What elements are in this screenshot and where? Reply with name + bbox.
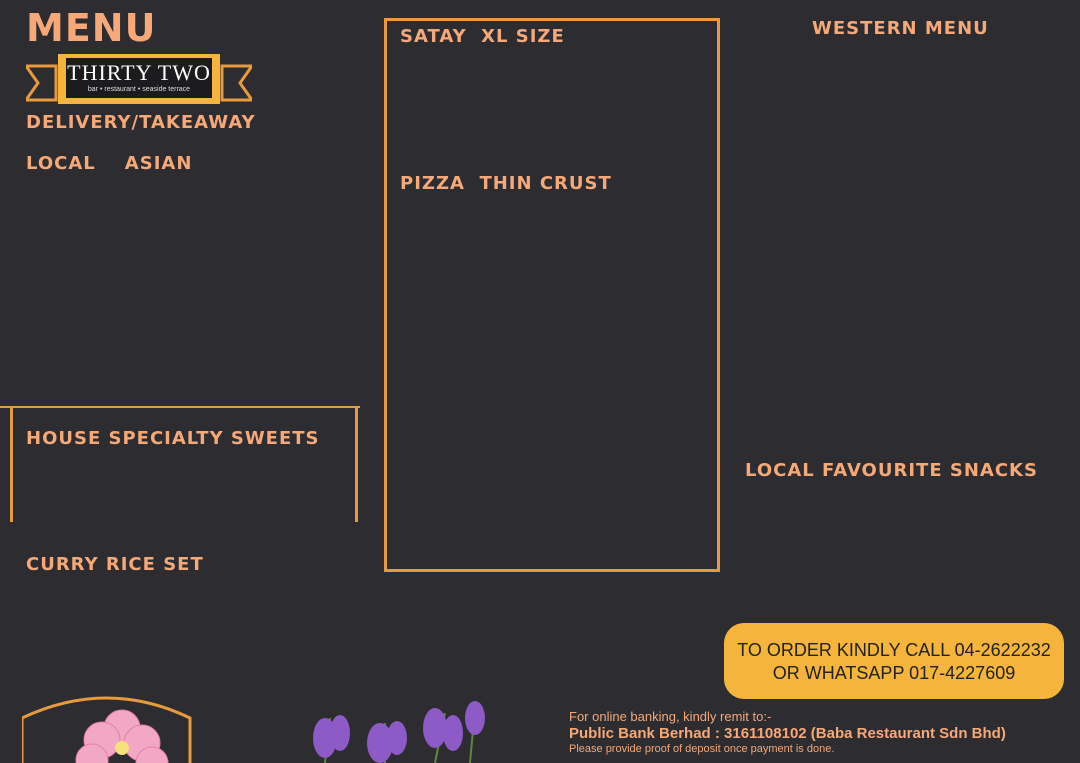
- curry-heading: CURRY RICE SET: [26, 554, 204, 575]
- western-heading: WESTERN MENU: [812, 18, 989, 39]
- order-line-1: TO ORDER KINDLY CALL 04-2622232: [737, 640, 1051, 660]
- logo-box: [66, 58, 212, 98]
- order-box: [724, 623, 1064, 699]
- order-line-2: OR WHATSAPP 017-4227609: [772, 663, 1016, 683]
- sweets-frame: [10, 406, 358, 522]
- banking-line-1: For online banking, kindly remit to:-: [569, 709, 772, 724]
- logo-name: THIRTY TWO: [67, 60, 211, 85]
- menu-title: MENU: [26, 6, 157, 50]
- center-frame: [384, 18, 720, 572]
- snacks-heading: LOCAL FAVOURITE SNACKS: [745, 460, 1038, 481]
- banking-line-2: Public Bank Berhad : 3161108102 (Baba Restaurant Sdn Bhd): [569, 725, 1006, 742]
- banking-line-3: Please provide proof of deposit once payment is done.: [569, 743, 835, 755]
- logo-tagline: bar • restaurant • seaside terrace: [87, 86, 191, 93]
- flower-frame-decoration: [22, 688, 192, 763]
- sweets-heading: HOUSE SPECIALTY SWEETS: [26, 428, 320, 449]
- local-asian-heading: LOCAL ASIAN: [26, 153, 193, 174]
- crocus-flowers-decoration: [285, 688, 505, 763]
- delivery-takeaway-heading: DELIVERY/TAKEAWAY: [26, 112, 256, 133]
- pizza-heading: PIZZA THIN CRUST: [400, 173, 612, 194]
- satay-heading: SATAY XL SIZE: [400, 26, 565, 47]
- sweets-top-rule: [0, 406, 360, 408]
